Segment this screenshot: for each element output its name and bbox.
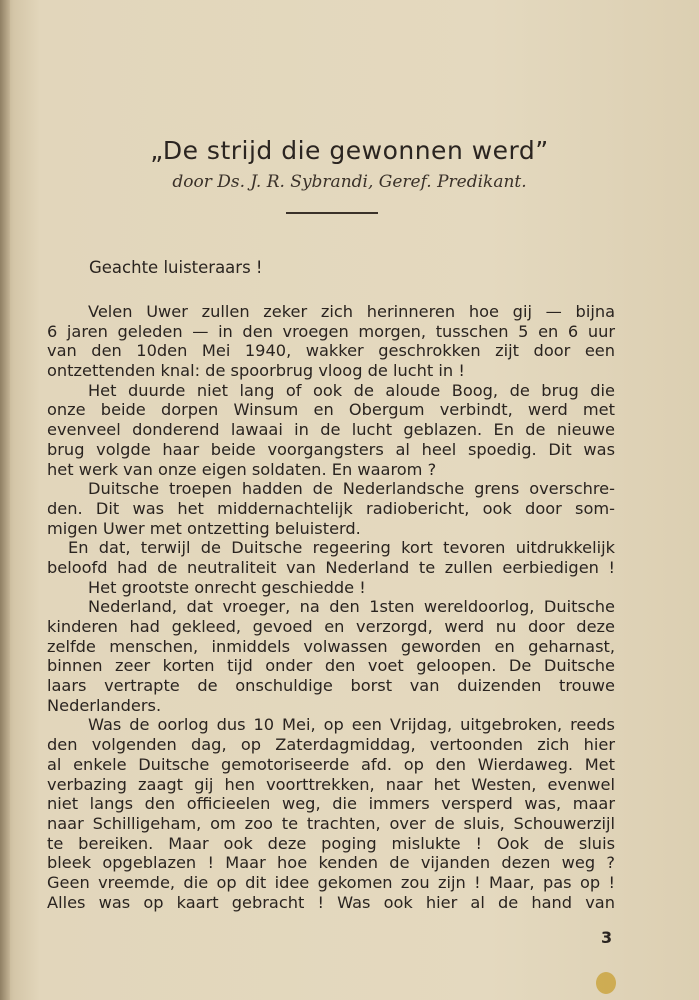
text-line: ontzettenden knal: de spoorbrug vloog de lucht in ! — [47, 361, 465, 381]
text-line: 6 jaren geleden — in den vroegen morgen, tusschen 5 en 6 uur — [47, 321, 615, 341]
text-line: laars vertrapte de onschuldige borst van duizenden trouwe — [47, 676, 615, 696]
text-line: Duitsche troepen hadden de Nederlandsche grens overschre- — [88, 479, 615, 499]
text-line: Alles was op kaart gebracht ! Was ook hier al de hand van — [47, 892, 615, 912]
text-line: kinderen had gekleed, gevoed en verzorgd, werd nu door deze — [47, 617, 615, 636]
body-text — [47, 302, 615, 912]
text-line: Het duurde niet lang of ook de aloude Boog, de brug die — [88, 380, 615, 400]
paper-stain — [596, 972, 616, 994]
text-line: verbazing zaagt gij hen voorttrekken, naar het Westen, evenwel — [47, 774, 615, 794]
page-title: „De strijd die gewonnen werd” — [150, 136, 549, 165]
title-divider — [286, 212, 378, 214]
text-line: Was de oorlog dus 10 Mei, op een Vrijdag, uitgebroken, reeds — [88, 715, 615, 735]
text-line: Nederlanders. — [47, 695, 162, 715]
text-line: zelfde menschen, inmiddels volwassen geworden en geharnast, — [47, 636, 615, 656]
text-line: van den 10den Mei 1940, wakker geschrokken zijt door een — [47, 341, 615, 361]
text-line: bleek opgeblazen ! Maar hoe kenden de vijanden dezen weg ? — [47, 853, 615, 873]
author-byline: door Ds. J. R. Sybrandi, Geref. Predikant. — [172, 172, 527, 192]
text-line: Nederland, dat vroeger, na den 1sten wereldoorlog, Duitsche — [88, 597, 615, 617]
salutation: Geachte luisteraars ! — [89, 258, 263, 277]
text-line: den. Dit was het middernachtelijk radiobericht, ook door som- — [47, 498, 615, 518]
text-line: den volgenden dag, op Zaterdagmiddag, vertoonden zich hier — [47, 735, 615, 755]
text-line: niet langs den officieelen weg, die immers versperd was, maar — [47, 794, 615, 814]
text-line: beloofd had de neutraliteit van Nederland te zullen eerbiedigen ! — [47, 557, 615, 577]
text-line: het werk van onze eigen soldaten. En waarom ? — [47, 459, 437, 479]
text-line: onze beide dorpen Winsum en Obergum verbindt, werd met — [47, 400, 615, 420]
text-line: al enkele Duitsche gemotoriseerde afd. op den Wierdaweg. Met — [47, 754, 615, 774]
page-number: 3 — [601, 928, 613, 947]
text-line: Geen vreemde, die op dit idee gekomen zou zijn ! Maar, pas op ! — [47, 872, 615, 892]
text-line: Velen Uwer zullen zeker zich herinneren hoe gij — bijna — [88, 302, 615, 321]
text-line: Het grootste onrecht geschiedde ! — [88, 577, 366, 597]
text-line: migen Uwer met ontzetting beluisterd. — [47, 518, 361, 538]
text-line: te bereiken. Maar ook deze poging mislukte ! Ook de sluis — [47, 833, 615, 853]
text-line: binnen zeer korten tijd onder den voet geloopen. De Duitsche — [47, 656, 615, 676]
text-line: En dat, terwijl de Duitsche regeering kort tevoren uitdrukkelijk — [68, 538, 615, 558]
text-line: brug volgde haar beide voorgangsters al heel spoedig. Dit was — [47, 439, 615, 459]
text-line: naar Schilligeham, om zoo te trachten, over de sluis, Schouwerzijl — [47, 813, 615, 833]
text-line: evenveel donderend lawaai in de lucht geblazen. En de nieuwe — [47, 420, 615, 440]
